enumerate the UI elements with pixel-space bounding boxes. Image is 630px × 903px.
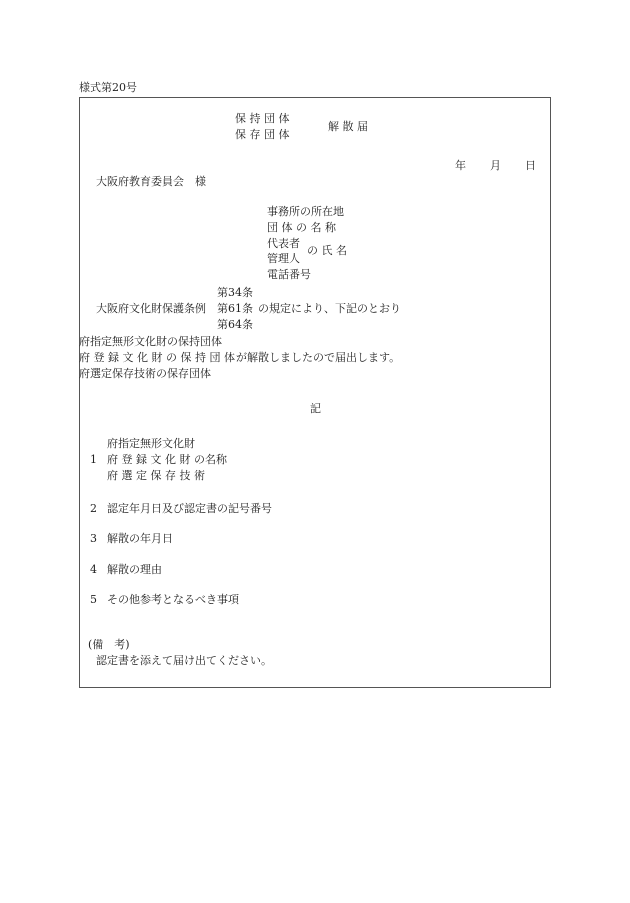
article-64: 第64条	[217, 318, 253, 331]
ki-heading: 記	[310, 402, 321, 415]
article-34: 第34条	[217, 286, 253, 299]
item1-line-registered: 府 登 録 文 化 財 の名称	[107, 453, 227, 466]
remarks-heading: (備 考)	[88, 638, 130, 651]
regulation-text: の規定により、下記のとおり	[258, 302, 401, 315]
statement-line-registered: 府 登 録 文 化 財 の 保 持 団 体	[79, 351, 235, 364]
item1-line-selected: 府 選 定 保 存 技 術	[107, 469, 205, 482]
item1-number: 1	[90, 453, 97, 466]
item4-number: 4	[90, 563, 97, 576]
date-month-label: 月	[490, 159, 501, 172]
statement-suffix: が解散しましたので届出します。	[236, 351, 401, 364]
item5-label: その他参考となるべき事項	[107, 593, 239, 606]
item5-number: 5	[90, 593, 97, 606]
statement-line-designated: 府指定無形文化財の保持団体	[79, 335, 222, 348]
item2-label: 認定年月日及び認定書の記号番号	[107, 502, 272, 515]
title-line-preserving: 保 存 団 体	[235, 128, 290, 141]
ordinance-name: 大阪府文化財保護条例	[96, 302, 206, 315]
item4-label: 解散の理由	[107, 563, 162, 576]
name-label: の 氏 名	[307, 244, 347, 257]
item3-number: 3	[90, 532, 97, 545]
manager-label: 管理人	[267, 252, 300, 265]
group-name-label: 団 体 の 名 称	[267, 221, 336, 234]
date-year-label: 年	[455, 159, 466, 172]
title-line-holding: 保 持 団 体	[235, 112, 290, 125]
title-suffix: 解 散 届	[328, 120, 368, 133]
statement-line-selected: 府選定保存技術の保存団体	[79, 367, 211, 380]
office-address-label: 事務所の所在地	[267, 205, 344, 218]
phone-label: 電話番号	[267, 268, 311, 281]
date-day-label: 日	[525, 159, 536, 172]
recipient: 大阪府教育委員会 様	[96, 175, 206, 188]
item1-line-designated: 府指定無形文化財	[107, 437, 195, 450]
remarks-text: 認定書を添えて届け出てください。	[96, 654, 272, 667]
form-number: 様式第20号	[79, 81, 137, 94]
representative-label: 代表者	[267, 237, 300, 250]
article-61: 第61条	[217, 302, 253, 315]
item3-label: 解散の年月日	[107, 532, 173, 545]
item2-number: 2	[90, 502, 97, 515]
